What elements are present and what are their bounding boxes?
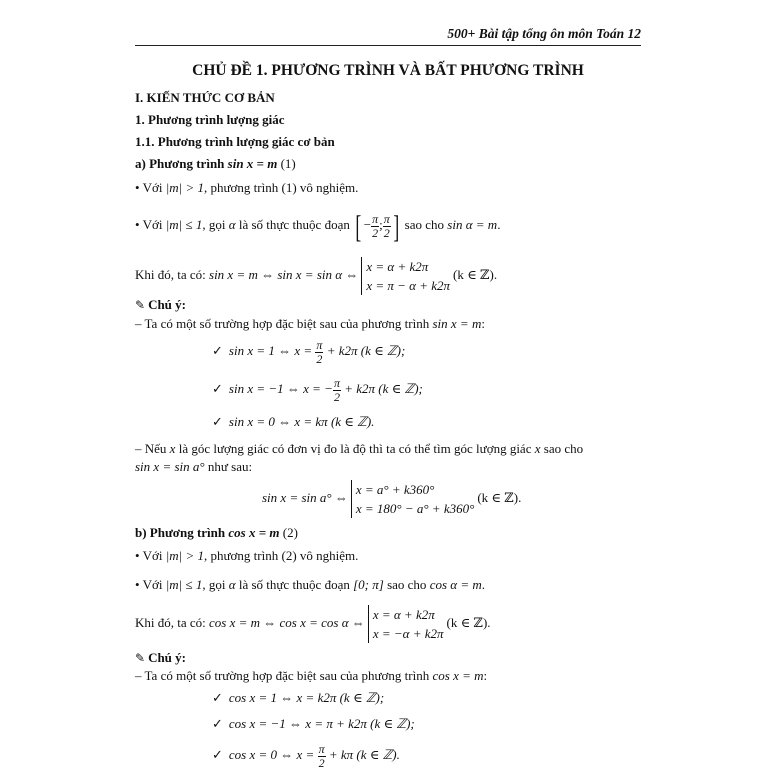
- result-prefix: Khi đó, ta có:: [135, 615, 210, 630]
- bullet-text: là số thực thuộc đoạn: [235, 217, 350, 232]
- degree-solution-1: x = a° + k360°: [355, 482, 435, 498]
- section-heading-1: 1. Phương trình lượng giác: [135, 112, 285, 127]
- k-condition: (k ∈ ℤ).: [446, 615, 491, 630]
- case-equation: cos x = 1 ⇔ x = k2π (k ∈ ℤ);: [228, 690, 385, 705]
- part-a-result: [135, 256, 497, 295]
- bullet-text: , gọi: [202, 577, 229, 592]
- note-label: Chú ý:: [148, 650, 186, 665]
- k-condition: (k ∈ ℤ).: [477, 490, 522, 505]
- alpha-symbol: α: [228, 217, 236, 232]
- running-header: 500+ Bài tập tổng ôn môn Toán 12: [447, 26, 641, 41]
- part-b-note-intro: [135, 668, 487, 684]
- left-bracket: [: [355, 208, 362, 245]
- case-equation-tail: + k2π (k ∈ ℤ);: [344, 381, 423, 396]
- fraction-pi-over-2: [315, 339, 323, 366]
- part-b-bullet-1: [135, 548, 358, 564]
- part-a-note-intro: [135, 316, 485, 332]
- condition-math: |m| ≤ 1: [165, 217, 203, 232]
- part-b-bullet-2: [135, 577, 485, 593]
- bullet-text: sao cho: [404, 217, 448, 232]
- part-a-case-2: [212, 374, 423, 405]
- note-text: – Ta có một số trường hợp đặc biệt sau của phương trình: [135, 668, 433, 683]
- interval-math: [0; π]: [353, 577, 384, 592]
- bullet-prefix: • Với: [135, 577, 166, 592]
- bullet-prefix: • Với: [135, 548, 166, 563]
- part-a-heading-text: a) Phương trình: [135, 156, 228, 171]
- degree-text: – Nếu: [135, 441, 170, 456]
- part-b-case-3: [212, 740, 400, 771]
- degree-equation: sin x = sin a°: [135, 459, 205, 474]
- check-icon: ✓: [212, 382, 223, 397]
- case-equation: cos x = −1 ⇔ x = π + k2π (k ∈ ℤ);: [228, 716, 415, 731]
- part-b-case-1: [212, 690, 384, 707]
- part-b-result: [135, 603, 491, 643]
- denominator: 2: [318, 755, 325, 770]
- check-icon: ✓: [212, 717, 223, 732]
- bullet-text: là số thực thuộc đoạn: [235, 577, 354, 592]
- part-a-bullet-1: [135, 180, 358, 196]
- solution-line-2: x = −α + k2π: [372, 626, 444, 642]
- section-heading-I: I. KIẾN THỨC CƠ BẢN: [135, 90, 275, 105]
- bullet-text: , phương trình (1) vô nghiệm.: [204, 180, 359, 195]
- part-a-degree-line-2: [135, 459, 252, 475]
- pencil-icon: ✎: [135, 298, 146, 312]
- case-equation-tail: + kπ (k ∈ ℤ).: [328, 747, 400, 762]
- result-equation: sin x = m ⇔ sin x = sin α ⇔: [209, 267, 359, 282]
- denominator: 2: [316, 351, 323, 366]
- numerator: π: [316, 337, 323, 352]
- case-equation: cos x = 0 ⇔ x =: [228, 747, 315, 762]
- numerator: π: [372, 211, 379, 226]
- degree-equation: sin x = sin a° ⇔: [262, 490, 348, 505]
- denominator: 2: [372, 225, 379, 240]
- minus-sign: −: [363, 217, 372, 232]
- fraction-pi-over-2: [371, 213, 379, 240]
- case-equation: sin x = 0 ⇔ x = kπ (k ∈ ℤ).: [228, 414, 375, 429]
- numerator: π: [383, 211, 390, 226]
- fraction-pi-over-2: [383, 213, 391, 240]
- part-a-heading: [135, 156, 296, 172]
- part-b-heading-math: cos x = m: [228, 525, 280, 540]
- numerator: π: [333, 375, 340, 390]
- case-equation: sin x = 1 ⇔ x =: [228, 343, 313, 358]
- bullet-text: , phương trình (2) vô nghiệm.: [204, 548, 359, 563]
- part-a-heading-number: (1): [277, 156, 296, 171]
- case-equation: sin x = −1 ⇔ x = −: [228, 381, 333, 396]
- note-equation: sin x = m: [432, 316, 482, 331]
- solution-line-1: x = α + k2π: [372, 607, 435, 623]
- part-b-heading-number: (2): [279, 525, 298, 540]
- fraction-pi-over-2: [333, 377, 341, 404]
- variable-x: x: [534, 441, 541, 456]
- result-prefix: Khi đó, ta có:: [135, 267, 210, 282]
- check-icon: ✓: [212, 344, 223, 359]
- part-a-bullet-2: [135, 208, 501, 245]
- section-heading-1-1: 1.1. Phương trình lượng giác cơ bản: [135, 134, 335, 149]
- variable-x: x: [169, 441, 176, 456]
- colon: :: [483, 668, 488, 683]
- fraction-pi-over-2: [318, 743, 326, 770]
- note-equation: cos x = m: [432, 668, 484, 683]
- solution-system: [361, 257, 450, 295]
- header-rule: [135, 45, 641, 46]
- numerator: π: [318, 741, 325, 756]
- case-equation-tail: + k2π (k ∈ ℤ);: [326, 343, 406, 358]
- bullet-text: sao cho: [383, 577, 430, 592]
- part-a-case-1: [212, 336, 405, 367]
- alpha-symbol: α: [228, 577, 236, 592]
- denominator: 2: [333, 389, 340, 404]
- chapter-title: CHỦ ĐỀ 1. PHƯƠNG TRÌNH VÀ BẤT PHƯƠNG TRÌNH: [192, 62, 584, 79]
- solution-system: [368, 605, 444, 643]
- equation-math: sin α = m: [447, 217, 498, 232]
- right-bracket: ]: [393, 208, 400, 245]
- period: .: [497, 217, 501, 232]
- part-a-degree-line-1: [135, 441, 583, 457]
- denominator: 2: [383, 225, 390, 240]
- colon: :: [481, 316, 485, 331]
- part-b-heading: [135, 525, 298, 541]
- result-equation: cos x = m ⇔ cos x = cos α ⇔: [209, 615, 365, 630]
- interval-math: − $\frac{\pi}{2}$ ; $\frac{\pi}{2}$: [363, 211, 390, 240]
- solution-line-2: x = π − α + k2π: [366, 278, 451, 294]
- period: .: [481, 577, 486, 592]
- part-a-degree-formula: [262, 478, 521, 518]
- check-icon: ✓: [212, 415, 223, 430]
- part-a-heading-math: sin x = m: [227, 156, 278, 171]
- part-b-case-2: [212, 716, 415, 733]
- condition-math: |m| ≤ 1: [165, 577, 203, 592]
- check-icon: ✓: [212, 748, 223, 763]
- bullet-prefix: • Với: [135, 217, 166, 232]
- condition-math: |m| > 1: [165, 548, 205, 563]
- check-icon: ✓: [212, 691, 223, 706]
- degree-text: như sau:: [204, 459, 253, 474]
- note-label: Chú ý:: [148, 297, 186, 312]
- equation-math: cos α = m: [429, 577, 482, 592]
- degree-solution-2: x = 180° − a° + k360°: [355, 501, 475, 517]
- part-b-note: [135, 650, 186, 666]
- solution-line-1: x = α + k2π: [366, 259, 429, 275]
- bullet-text: , gọi: [202, 217, 229, 232]
- condition-math: |m| > 1: [165, 180, 205, 195]
- part-a-case-3: [212, 414, 374, 431]
- part-a-note: [135, 297, 186, 313]
- k-condition: (k ∈ ℤ).: [453, 267, 498, 282]
- degree-text: là góc lượng giác có đơn vị đo là độ thì ta có thể tìm góc lượng giác: [175, 441, 535, 456]
- pencil-icon: ✎: [135, 651, 146, 665]
- note-text: – Ta có một số trường hợp đặc biệt sau của phương trình: [135, 316, 433, 331]
- bullet-prefix: • Với: [135, 180, 166, 195]
- part-b-heading-text: b) Phương trình: [135, 525, 229, 540]
- degree-system: [351, 480, 474, 518]
- degree-text: sao cho: [540, 441, 584, 456]
